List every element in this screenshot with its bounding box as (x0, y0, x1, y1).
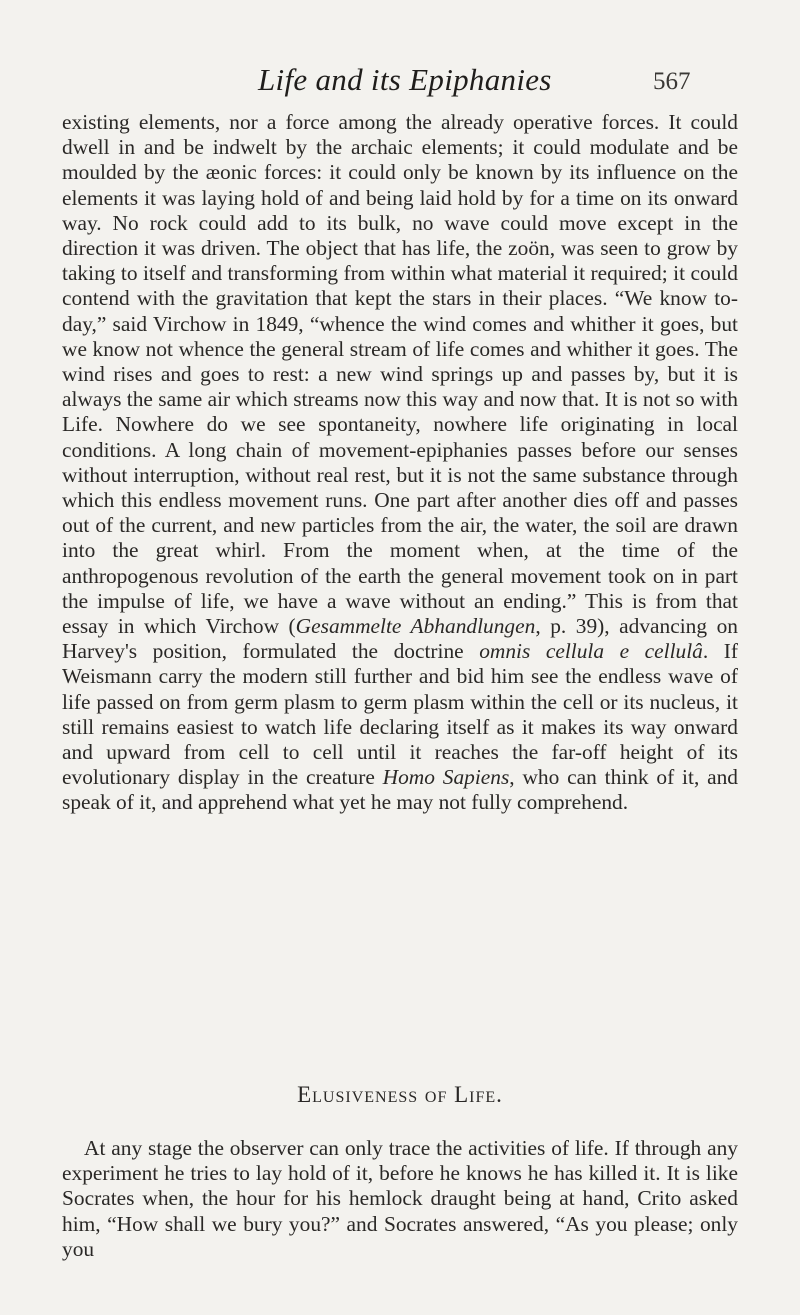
work-title: Gesammelte Abhandlungen (295, 614, 536, 639)
section-heading: Elusiveness of Life. (297, 1082, 503, 1107)
paragraph-text-c: . If Weismann carry the modern still further and bid him see the endless wave of life passed on from germ plasm to germ plasm within the cell or its nucleus, it still remains easiest to watch life declaring itself as it makes its way onward and upward from cell to cell until it reaches the far-off height of its evolutionary display in the creature (62, 639, 738, 790)
paragraph-virchow (62, 110, 738, 816)
paragraph-text-b: , p. 39), advancing on Harvey's position, formulated the doctrine (62, 614, 738, 664)
latin-doctrine: omnis cellula e cellulâ (479, 639, 703, 664)
species-name: Homo Sapiens (382, 765, 510, 790)
page-number: 567 (653, 68, 691, 95)
second-paragraph (62, 1136, 738, 1262)
running-title: Life and its Epiphanies (258, 62, 552, 97)
paragraph-socrates: At any stage the observer can only trace the activities of life. If through any experiment he tries to lay hold of it, before he knows he has killed it. It is like Socrates when, the hour for his hemlock draught being at hand, Crito asked him, “How shall we bury you?” and Socrates answered, “As you please; only you (62, 1136, 738, 1261)
running-header (0, 62, 800, 102)
main-paragraph (62, 110, 738, 816)
paragraph-text-d: , who can think of it, and speak of it, and apprehend what yet he may not fully comprehend. (62, 765, 738, 815)
paragraph-text-a: existing elements, nor a force among the already operative forces. It could dwell in and be indwelt by the archaic elements; it could modulate and be moulded by the æonic forces: it could only be known by its influence on the elements it was laying hold of and being laid hold by for a time on its onward way. No rock could add to its bulk, no wave could move except in the direction it was driven. The object that has life, the zoön, was seen to grow by taking to itself and transforming from within what material it required; it could contend with the gravitation that kept the stars in their places. “We know to-day,” said Virchow in 1849, “whence the wind comes and whither it goes, but we know not whence the general stream of life comes and whither it goes. The wind rises and goes to rest: a new wind springs up and passes by, but it is always the same air which streams now this way and now that. It is not so with Life. Nowhere do we see spontaneity, nowhere life originating in local conditions. A long chain of movement-epiphanies passes before our senses without interruption, without real rest, but it is not the same substance through which this endless movement runs. One part after another dies off and passes out of the current, and new particles from the air, the water, the soil are drawn into the great whirl. From the moment when, at the time of the anthropogenous revolution of the earth the general movement took on in part the impulse of life, we have a wave without an ending.” This is from that essay in which Virchow ( (62, 110, 738, 639)
